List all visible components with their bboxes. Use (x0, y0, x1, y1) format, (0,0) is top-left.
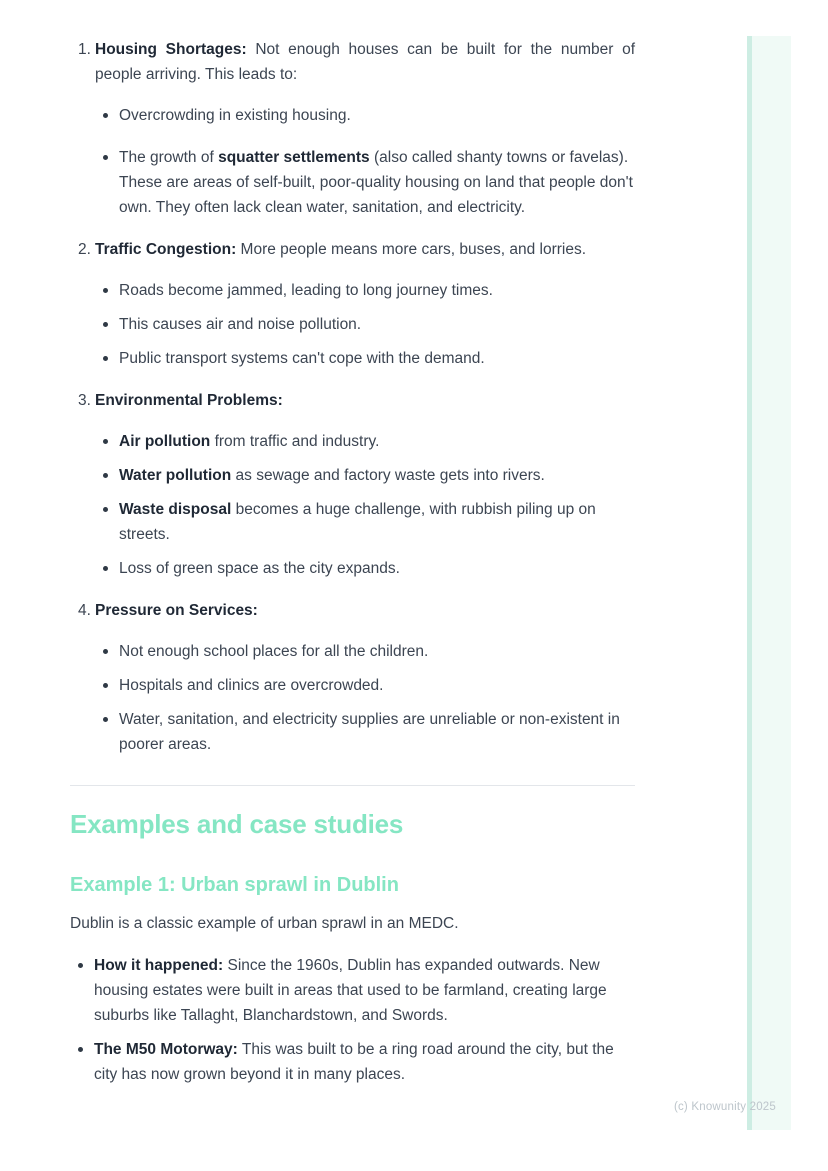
item-number: 2. (78, 241, 91, 258)
item-paragraph: Housing Shortages: Not enough houses can be built for the number of people arriving. This leads to: (95, 41, 636, 83)
item-number: 1. (78, 41, 91, 58)
bullet-dot-icon (78, 953, 94, 1028)
bullet-dot-icon (103, 145, 119, 220)
bullet-dot-icon (103, 639, 119, 664)
item-sub-bullet-list (95, 278, 635, 371)
item-sub-bullet-list (95, 639, 635, 757)
numbered-list-item (70, 237, 635, 371)
page-content (70, 0, 635, 1087)
section-divider (70, 785, 635, 786)
page-edge-strip (747, 36, 791, 1130)
bullet-text: Air pollution from traffic and industry. (119, 433, 380, 450)
urban-problems-numbered-list (70, 37, 635, 757)
bullet-dot-icon (103, 346, 119, 371)
bullet-list-item (95, 278, 635, 303)
bullet-text: Overcrowding in existing housing. (119, 107, 351, 124)
example-intro-paragraph: Dublin is a classic example of urban sprawl in an MEDC. (70, 915, 459, 932)
bullet-text: How it happened: Since the 1960s, Dublin has expanded outwards. New housing estates were built in areas that used to be farmland, creating large suburbs like Tallaght, Blanchardstown, and Swords. (94, 957, 607, 1024)
bullet-list-item (95, 103, 635, 128)
bullet-list-item (95, 497, 635, 547)
bullet-text: Water pollution as sewage and factory waste gets into rivers. (119, 467, 545, 484)
item-number: 3. (78, 392, 91, 409)
bullet-text: The M50 Motorway: This was built to be a ring road around the city, but the city has now grown beyond it in many places. (94, 1041, 614, 1083)
bullet-text: Roads become jammed, leading to long journey times. (119, 282, 493, 299)
bullet-dot-icon (103, 312, 119, 337)
page-edge-strip-line (747, 36, 752, 1130)
bullet-list-item (95, 639, 635, 664)
bullet-dot-icon (103, 673, 119, 698)
bullet-list-item (95, 429, 635, 454)
item-body (95, 598, 635, 757)
bullet-text: Hospitals and clinics are overcrowded. (119, 677, 384, 694)
bullet-list-item (95, 673, 635, 698)
bullet-dot-icon (103, 278, 119, 303)
copyright-watermark: (c) Knowunity 2025 (673, 1101, 776, 1113)
bullet-list-item (95, 707, 635, 757)
bullet-dot-icon (103, 103, 119, 128)
numbered-list-item (70, 598, 635, 757)
numbered-list-item (70, 37, 635, 220)
item-paragraph: Traffic Congestion: More people means more cars, buses, and lorries. (95, 241, 587, 258)
bullet-dot-icon (103, 707, 119, 757)
example-bullet-list (70, 953, 635, 1087)
example-subheading: Example 1: Urban sprawl in Dublin (70, 874, 399, 896)
bullet-text: Public transport systems can't cope with the demand. (119, 350, 485, 367)
bullet-text: Waste disposal becomes a huge challenge, with rubbish piling up on streets. (119, 501, 596, 543)
bullet-dot-icon (78, 1037, 94, 1087)
bullet-list-item (70, 953, 635, 1028)
bullet-list-item (95, 346, 635, 371)
item-body (95, 37, 635, 220)
item-number: 4. (78, 602, 91, 619)
numbered-list-item (70, 388, 635, 581)
bullet-list-item (70, 1037, 635, 1087)
bullet-list-item (95, 312, 635, 337)
bullet-text: This causes air and noise pollution. (119, 316, 362, 333)
item-sub-bullet-list (95, 429, 635, 581)
item-paragraph: Environmental Problems: (95, 392, 283, 409)
item-body (95, 237, 635, 371)
bullet-list-item (95, 145, 635, 220)
bullet-text: Water, sanitation, and electricity supplies are unreliable or non-existent in poorer areas. (119, 711, 620, 753)
item-body (95, 388, 635, 581)
bullet-text: The growth of squatter settlements (also called shanty towns or favelas). These are areas of self-built, poor-quality housing on land that people don't own. They often lack clean water, sanitation, and electricity. (119, 149, 633, 216)
bullet-dot-icon (103, 429, 119, 454)
bullet-dot-icon (103, 497, 119, 547)
bullet-dot-icon (103, 463, 119, 488)
item-paragraph: Pressure on Services: (95, 602, 258, 619)
bullet-list-item (95, 463, 635, 488)
bullet-text: Loss of green space as the city expands. (119, 560, 400, 577)
bullet-list-item (95, 556, 635, 581)
bullet-text: Not enough school places for all the children. (119, 643, 429, 660)
section-heading: Examples and case studies (70, 809, 404, 839)
item-sub-bullet-list (95, 103, 635, 220)
bullet-dot-icon (103, 556, 119, 581)
